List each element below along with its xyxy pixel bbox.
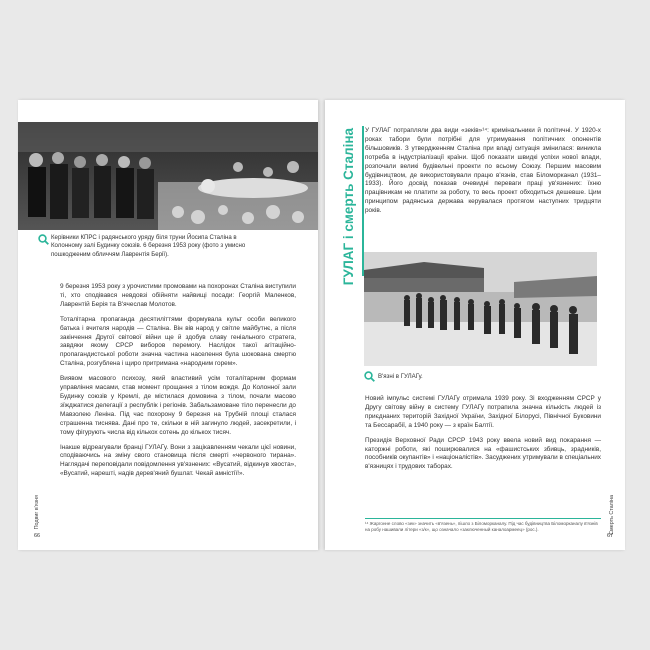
right-body-text: [365, 395, 601, 478]
paragraph: Інакше відреагували бранці ГУЛАГу. Вони з зацікавленням чекали цієї новини, сподіваючись на зміну свого становища після смерті «червоного тирана». Наглядачі переповідали повідомлення ув'язнених: «Вусатий, відкинув хвоста», «Вусатий, нарешті, надів дерев'яний бушлат. Чекай амністії!».: [60, 443, 296, 478]
paragraph: 9 березня 1953 року з урочистими промовами на похоронах Сталіна виступили ті, хто сподівався невдовзі обійняти найвищі посади: Георгій Маленков, Лаврентій Берія та В'ячеслав Молотов.: [60, 283, 296, 308]
page-number: 66: [34, 533, 41, 539]
paragraph: Тоталітарна пропаганда десятиліттями формувала культ особи великого батька і вчителя народів — Сталіна. Він вів народ у світле майбутнє, а після закінчення Другої світової війни ще й здобув славу геніального стратега, завдяки якому СРСР виборов перемогу. Наслідок такої агітаційно-пропагандистської роботи значна частина населення була шокована смертю Сталіна, розгублена і щиро притримана «народним горем».: [60, 315, 296, 368]
photo-caption: Керівники КПРС і радянського уряду біля труни Йосипа Сталіна в Колонному залі Будинку союзів. 6 березня 1953 року (фото з умисно пошкодженим обличчям Лаврентія Берії).: [51, 234, 246, 258]
paragraph: Виявом масового психозу, який властивий усім тоталітарним формам управління масами, став момент прощання з тілом вождя. До Колонної зали Будинку союзів у Кремлі, де містилася домовина з тілом, почали масово зїжджатися делегації з республік і регіонів. Забальзамоване тіло перенесли до Мавзолею Леніна. Під час похорону 9 березня на Трубній площі сталася страшенна тиснява. Дані про те, скільки в ній загинуло людей, засекретили, і тому фігурують числа від кількох сотень до кількох тисяч.: [60, 375, 296, 436]
magnifier-icon: [364, 371, 375, 382]
side-label: Подвиг в'язня: [34, 495, 40, 530]
side-label: Смерть Сталіна: [609, 495, 615, 535]
intro-paragraph: У ГУЛАГ потрапляли два види «зеків»¹⁴: кримінальники й політичні. У 1920-х роках табори були потрібні для утримування політичних опонентів більшовиків. З утвердженням Сталіна при владі ситуація змінилася: виникла потреба в індустріалізації країни. Щоб показати швидкі успіхи нової влади, розпочали великі будівельні проекти по всьому Союзу. Першим масовим будівництвом, де використовували працю в'язнів, став Біломорканал (1931–1933). Його досвід показав очевидні переваги праці ув'язнених: їхню працівникам не платити за роботу, то весь проект обходиться дешевше. Цим принципом радянська держава керувалася протягом наступних тридцяти років.: [365, 127, 601, 215]
gulag-prisoners-photo: [364, 252, 597, 366]
photo-caption: В'язні в ГУЛАГу.: [378, 373, 423, 380]
right-page: [325, 100, 625, 550]
paragraph: Новий імпульс системі ГУЛАГу отримала 1939 року. Зі входженням СРСР у Другу світову війну в систему ГУЛАГу потрапила значна кількість людей із приєднаних територій Західної України, Західної Білорусі, Північної Буковини та Бессарабії, а 1940 року — з країн Балтії.: [365, 395, 601, 429]
footnote-divider: [365, 518, 601, 519]
left-page: [18, 100, 318, 550]
footnote: ¹⁴ Жаргонне слово «зек» значить «в'язень», пішло з Біломорканалу. Під час будівництва Біломорканалу в'язнів на робу нашивали літери «з/к», що означало «заключенный каналоармеец» (рос.).: [365, 521, 598, 532]
left-body-text: [60, 283, 296, 485]
paragraph: Президія Верховної Ради СРСР 1943 року ввела новий вид покарання — каторжні роботи, які поширювалися на «фашистських збивць, зрадників, пособників окупантів» і «націоналістів». Засуджених утримували в спеціальних в'язницях і трудових таборах.: [365, 436, 601, 471]
chapter-title: ГУЛАГ і смерть Сталіна: [341, 128, 356, 286]
stalin-funeral-photo: [18, 122, 318, 230]
page-number: 67: [607, 533, 614, 539]
magnifier-icon: [38, 234, 49, 245]
